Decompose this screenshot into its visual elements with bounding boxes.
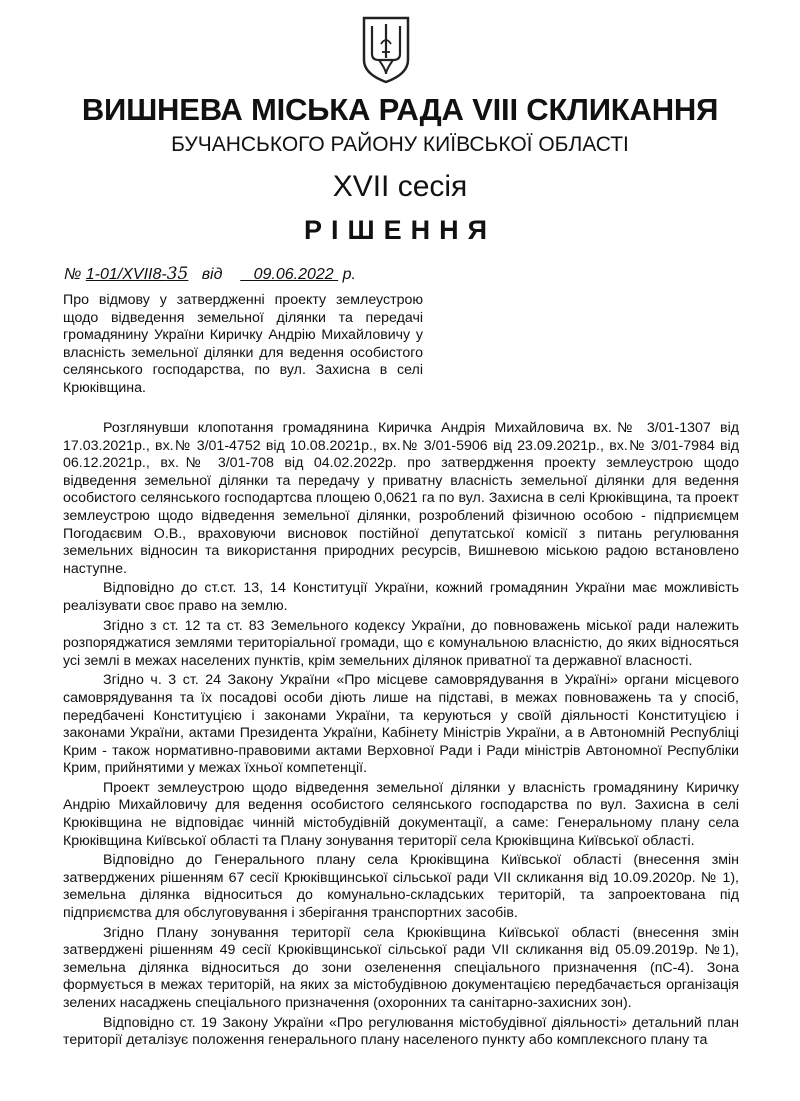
council-title: ВИШНЕВА МІСЬКА РАДА VIII СКЛИКАННЯ bbox=[81, 92, 719, 127]
paragraph: Згідно Плану зонування території села Крюківщина Київської області (внесення змін затверджені рішенням 49 сесії Крюківщинської сільської ради VII скликання від 05.09.2019р. №1), земельна ділянка відноситься до зони озеленення спеціального призначення (пС-4). Зона формується в межах територій, на яких за містобудівною документацією передбачається організація зелених насаджень спеціального призначення (охоронних та санітарно-захисних зон). bbox=[63, 924, 739, 1011]
year-suffix: р. bbox=[342, 266, 356, 283]
document-date bbox=[240, 266, 338, 283]
date-value: 09.06.2022 bbox=[253, 266, 334, 283]
document-body bbox=[63, 420, 739, 1050]
district-subtitle: БУЧАНСЬКОГО РАЙОНУ КИЇВСЬКОЇ ОБЛАСТІ bbox=[171, 133, 629, 156]
paragraph: Відповідно до Генерального плану села Крюківщина Київської області (внесення змін затверджених рішенням 67 сесії Крюківщинської сільської ради VII скликання від 10.09.2020р. № 1), земельна ділянка відноситься до комунально-складських територій, та запроектована під підприємства для обслуговування і зберігання транспортних засобів. bbox=[63, 852, 739, 922]
decision-heading: РІШЕННЯ bbox=[303, 215, 497, 245]
paragraph: Відповідно до ст.ст. 13, 14 Конституції України, кожний громадянин України має можливість реалізувати своє право на землю. bbox=[63, 580, 739, 614]
paragraph: Проект землеустрою щодо відведення земельної ділянки у власність громадянину Киричку Андрію Михайловичу для ведення особистого селянського господарства по вул. Захисна в селі Крюківщина не відповідає чинній містобудівній документації, а саме: Генеральному плану села Крюківщина Київської області та Плану зонування території села Крюківщина Київської області. bbox=[63, 779, 739, 849]
paragraph: Розглянувши клопотання громадянина Киричка Андрія Михайловича вх.№ 3/01-1307 від 17.03.2021р., вх.№ 3/01-4752 від 10.08.2021р., вх.№ 3/01-5906 від 23.09.2021р., вх.№ 3/01-7984 від 06.12.2021р., вх.№ 3/01-708 від 04.02.2022р. про затвердження проекту землеустрою щодо відведення земельної ділянки та передачу у приватну власність земельної ділянки для ведення особистого селянського господартсва площею 0,0621 га по вул. Захисна в селі Крюківщина, та проект землеустрою щодо відведення земельної ділянки, розроблений фізичною особою - підприємцем Погодаєвим О.В., враховуючи висновок постійної депутатської комісії з питань регулювання земельних відносин та використання природних ресурсів, Вишневою міською радою встановлено наступне. bbox=[63, 420, 739, 577]
paragraph: Відповідно ст. 19 Закону України «Про регулювання містобудівної діяльності» детальний план території деталізує положення генерального плану населеного пункту або комплексного плану та bbox=[63, 1014, 739, 1049]
document-number bbox=[86, 266, 189, 283]
document-number-line bbox=[64, 264, 356, 284]
paragraph: Згідно з ст. 12 та ст. 83 Земельного кодексу України, до повноважень міської ради належить розпоряджатися землями територіальної громади, що є комунальною власністю, до яких відносяться усі землі в межах населених пунктів, крім земельних ділянок приватної та державної власності. bbox=[63, 617, 739, 669]
number-handwritten: 35 bbox=[166, 264, 189, 284]
from-word: від bbox=[201, 266, 223, 283]
number-printed: 1-01/XVII8- bbox=[85, 266, 167, 283]
decision-subject: Про відмову у затвердженні проекту землеустрою щодо відведення земельної ділянки та передачі громадянину України Киричку Андрію Михайловичу у власність земельної ділянки для ведення особистого селянського господарства, по вул. Захисна в селі Крюківщина. bbox=[63, 292, 423, 396]
paragraph: Згідно ч. 3 ст. 24 Закону України «Про місцеве самоврядування в Україні» органи місцевого самоврядування та їх посадові особи діють лише на підставі, в межах повноважень та у спосіб, передбачені Конституцією і законами України, та керуються у своїй діяльності Конституцією і законами України, актами Президента України, Кабінету Міністрів України, а в Автономній Республіці Крим - також нормативно-правовими актами Верховної Ради і Ради міністрів Автономної Республіки Крим, прийнятими у межах їхньої компетенції. bbox=[63, 672, 739, 777]
number-sign: № bbox=[64, 266, 82, 283]
trident-emblem-icon bbox=[360, 14, 412, 84]
session-title: XVII сесія bbox=[332, 170, 468, 203]
